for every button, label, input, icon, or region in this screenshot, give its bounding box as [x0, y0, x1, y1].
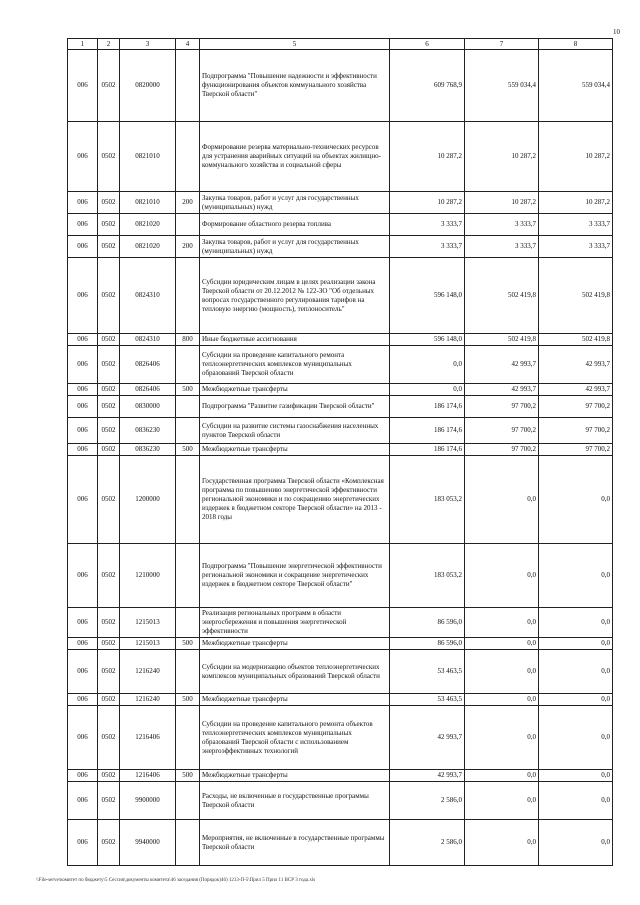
col-target: 1210000	[120, 544, 176, 608]
col-amount-1: 2 586,0	[390, 782, 465, 820]
table-row	[68, 456, 613, 544]
col-description: Межбюджетные трансферты	[200, 384, 390, 396]
col-amount-3: 502 419,8	[539, 334, 613, 346]
col-admin: 006	[68, 192, 98, 214]
col-amount-3: 0,0	[539, 544, 613, 608]
col-expense-type	[176, 706, 200, 770]
col-amount-2: 0,0	[465, 638, 539, 650]
table-row	[68, 706, 613, 770]
col-amount-2: 97 700,2	[465, 444, 539, 456]
col-amount-1: 2 586,0	[390, 820, 465, 866]
header-cell: 6	[390, 39, 465, 50]
col-amount-2: 0,0	[465, 544, 539, 608]
col-target: 9940000	[120, 820, 176, 866]
col-amount-1: 186 174,6	[390, 418, 465, 444]
col-amount-2: 42 993,7	[465, 384, 539, 396]
header-row	[68, 39, 613, 50]
table-row	[68, 384, 613, 396]
col-section: 0502	[98, 650, 120, 694]
col-amount-1: 183 053,2	[390, 456, 465, 544]
col-amount-2: 10 287,2	[465, 122, 539, 192]
header-cell: 2	[98, 39, 120, 50]
col-amount-3: 10 287,2	[539, 192, 613, 214]
col-expense-type: 500	[176, 694, 200, 706]
table-row	[68, 192, 613, 214]
col-amount-3: 0,0	[539, 782, 613, 820]
col-expense-type: 800	[176, 334, 200, 346]
table-row	[68, 782, 613, 820]
col-admin: 006	[68, 782, 98, 820]
col-section: 0502	[98, 694, 120, 706]
col-amount-1: 42 993,7	[390, 706, 465, 770]
col-amount-3: 0,0	[539, 770, 613, 782]
col-description: Закупка товаров, работ и услуг для государственных (муниципальных) нужд	[200, 192, 390, 214]
col-admin: 006	[68, 122, 98, 192]
col-amount-2: 3 333,7	[465, 214, 539, 236]
col-target: 0836230	[120, 444, 176, 456]
col-amount-3: 42 993,7	[539, 384, 613, 396]
col-amount-1: 183 053,2	[390, 544, 465, 608]
col-amount-1: 10 287,2	[390, 192, 465, 214]
col-description: Межбюджетные трансферты	[200, 444, 390, 456]
col-amount-1: 0,0	[390, 384, 465, 396]
col-admin: 006	[68, 384, 98, 396]
col-amount-3: 97 700,2	[539, 444, 613, 456]
col-amount-1: 596 148,0	[390, 334, 465, 346]
table-row	[68, 444, 613, 456]
col-section: 0502	[98, 608, 120, 638]
header-cell: 1	[68, 39, 98, 50]
col-target: 0826406	[120, 384, 176, 396]
col-target: 1200000	[120, 456, 176, 544]
col-expense-type	[176, 396, 200, 418]
col-amount-1: 3 333,7	[390, 214, 465, 236]
header-cell: 4	[176, 39, 200, 50]
col-target: 1216240	[120, 650, 176, 694]
col-amount-3: 97 700,2	[539, 418, 613, 444]
header-cell: 7	[465, 39, 539, 50]
col-admin: 006	[68, 346, 98, 384]
col-description: Формирование резерва материально-технических ресурсов для устранения аварийных ситуаций на объектах жилищно-коммунального хозяйства и социальной сферы	[200, 122, 390, 192]
col-target: 0830000	[120, 396, 176, 418]
col-description: Реализация региональных программ в области энергосбережения и повышения энергетической эффективности	[200, 608, 390, 638]
col-target: 1215013	[120, 608, 176, 638]
col-expense-type	[176, 418, 200, 444]
col-section: 0502	[98, 820, 120, 866]
col-expense-type	[176, 258, 200, 334]
table-row	[68, 396, 613, 418]
header-cell: 3	[120, 39, 176, 50]
table-row	[68, 820, 613, 866]
col-admin: 006	[68, 638, 98, 650]
col-amount-2: 3 333,7	[465, 236, 539, 258]
col-section: 0502	[98, 192, 120, 214]
col-section: 0502	[98, 214, 120, 236]
col-admin: 006	[68, 396, 98, 418]
col-amount-2: 0,0	[465, 608, 539, 638]
table-row	[68, 650, 613, 694]
col-admin: 006	[68, 334, 98, 346]
col-target: 0821010	[120, 192, 176, 214]
col-admin: 006	[68, 650, 98, 694]
col-admin: 006	[68, 50, 98, 122]
col-amount-1: 0,0	[390, 346, 465, 384]
col-admin: 006	[68, 706, 98, 770]
col-section: 0502	[98, 236, 120, 258]
col-description: Подпрограмма "Повышение надежности и эффективности функционирования объектов коммунального хозяйства Тверской области"	[200, 50, 390, 122]
col-amount-1: 186 174,6	[390, 396, 465, 418]
col-description: Межбюджетные трансферты	[200, 694, 390, 706]
col-admin: 006	[68, 418, 98, 444]
col-expense-type	[176, 456, 200, 544]
col-target: 0821010	[120, 122, 176, 192]
col-amount-3: 97 700,2	[539, 396, 613, 418]
table-row	[68, 770, 613, 782]
col-admin: 006	[68, 236, 98, 258]
header-cell: 5	[200, 39, 390, 50]
col-amount-2: 559 034,4	[465, 50, 539, 122]
col-description: Субсидии на модернизацию объектов теплоэнергетических комплексов муниципальных образований Тверской области	[200, 650, 390, 694]
budget-table	[67, 38, 613, 866]
col-section: 0502	[98, 782, 120, 820]
col-amount-3: 559 034,4	[539, 50, 613, 122]
col-amount-1: 609 768,9	[390, 50, 465, 122]
col-section: 0502	[98, 258, 120, 334]
col-amount-3: 3 333,7	[539, 214, 613, 236]
col-description: Расходы, не включенные в государственные программы Тверской области	[200, 782, 390, 820]
col-amount-1: 86 596,0	[390, 608, 465, 638]
col-amount-2: 0,0	[465, 782, 539, 820]
col-section: 0502	[98, 122, 120, 192]
col-description: Государственная программа Тверской области «Комплексная программа по повышению энергетической эффективности региональной экономики и по сокращению энергетических издержек в бюджетном секторе Тверской области» на 2013 - 2018 годы	[200, 456, 390, 544]
col-section: 0502	[98, 334, 120, 346]
col-expense-type	[176, 50, 200, 122]
col-amount-3: 0,0	[539, 608, 613, 638]
table-row	[68, 122, 613, 192]
col-section: 0502	[98, 346, 120, 384]
col-target: 0824310	[120, 334, 176, 346]
col-expense-type: 500	[176, 770, 200, 782]
col-section: 0502	[98, 456, 120, 544]
col-amount-1: 86 596,0	[390, 638, 465, 650]
col-amount-2: 10 287,2	[465, 192, 539, 214]
col-section: 0502	[98, 444, 120, 456]
col-amount-2: 0,0	[465, 694, 539, 706]
col-amount-3: 0,0	[539, 820, 613, 866]
col-admin: 006	[68, 770, 98, 782]
col-target: 0836230	[120, 418, 176, 444]
table-row	[68, 214, 613, 236]
col-section: 0502	[98, 770, 120, 782]
col-expense-type	[176, 122, 200, 192]
page-number: 10	[613, 28, 620, 36]
col-amount-2: 97 700,2	[465, 418, 539, 444]
col-target: 1216240	[120, 694, 176, 706]
col-expense-type: 500	[176, 444, 200, 456]
col-admin: 006	[68, 444, 98, 456]
table-row	[68, 608, 613, 638]
header-cell: 8	[539, 39, 613, 50]
col-description: Мероприятия, не включенные в государственные программы Тверской области	[200, 820, 390, 866]
col-expense-type: 200	[176, 236, 200, 258]
file-path-footer: \\File-serve\комитет по бюджету\5 Сессия\документы комитета\46 заседания (Порядок)46) 1213-П-5\Прил 5 Прил 11 ВСР 3 года.xls	[36, 878, 316, 883]
col-expense-type	[176, 608, 200, 638]
col-target: 9900000	[120, 782, 176, 820]
col-target: 0820000	[120, 50, 176, 122]
col-expense-type: 200	[176, 192, 200, 214]
col-amount-3: 0,0	[539, 638, 613, 650]
col-amount-3: 0,0	[539, 694, 613, 706]
col-description: Субсидии юридическим лицам в целях реализации закона Тверской области от 20.12.2012 № 122-ЗО "Об отдельных вопросах государственного регулирования тарифов на тепловую энергию (мощность), теплоноситель"	[200, 258, 390, 334]
table-row	[68, 50, 613, 122]
col-description: Субсидии на развитие системы газоснабжения населенных пунктов Тверской области	[200, 418, 390, 444]
col-admin: 006	[68, 544, 98, 608]
col-description: Субсидии на проведение капитального ремонта теплоэнергетических комплексов муниципальных образований Тверской области	[200, 346, 390, 384]
col-expense-type	[176, 214, 200, 236]
col-description: Межбюджетные трансферты	[200, 638, 390, 650]
col-amount-2: 0,0	[465, 650, 539, 694]
col-amount-3: 0,0	[539, 650, 613, 694]
col-expense-type	[176, 782, 200, 820]
col-description: Закупка товаров, работ и услуг для государственных (муниципальных) нужд	[200, 236, 390, 258]
table-row	[68, 236, 613, 258]
col-description: Межбюджетные трансферты	[200, 770, 390, 782]
col-section: 0502	[98, 638, 120, 650]
col-admin: 006	[68, 694, 98, 706]
col-section: 0502	[98, 384, 120, 396]
col-section: 0502	[98, 544, 120, 608]
col-target: 1216406	[120, 706, 176, 770]
col-description: Подпрограмма "Развитие газификации Тверской области"	[200, 396, 390, 418]
col-admin: 006	[68, 608, 98, 638]
col-expense-type	[176, 820, 200, 866]
col-amount-2: 502 419,8	[465, 258, 539, 334]
col-admin: 006	[68, 258, 98, 334]
col-expense-type	[176, 650, 200, 694]
col-amount-3: 0,0	[539, 456, 613, 544]
col-target: 0824310	[120, 258, 176, 334]
col-amount-3: 42 993,7	[539, 346, 613, 384]
col-amount-1: 42 993,7	[390, 770, 465, 782]
table-row	[68, 694, 613, 706]
col-amount-1: 186 174,6	[390, 444, 465, 456]
col-expense-type: 500	[176, 384, 200, 396]
col-admin: 006	[68, 214, 98, 236]
col-target: 0821020	[120, 236, 176, 258]
col-amount-2: 502 419,8	[465, 334, 539, 346]
col-description: Подпрограмма "Повышение энергетической эффективности региональной экономики и сокращение энергетических издержек в бюджетном секторе Тверской области"	[200, 544, 390, 608]
col-expense-type	[176, 544, 200, 608]
col-amount-2: 0,0	[465, 820, 539, 866]
col-section: 0502	[98, 706, 120, 770]
col-amount-2: 42 993,7	[465, 346, 539, 384]
col-description: Формирование областного резерва топлива	[200, 214, 390, 236]
col-amount-1: 53 463,5	[390, 694, 465, 706]
col-description: Субсидии на проведение капитального ремонта объектов теплоэнергетических комплексов муниципальных образований Тверской области с использованием энергоэффективных технологий	[200, 706, 390, 770]
col-target: 1216406	[120, 770, 176, 782]
col-target: 0826406	[120, 346, 176, 384]
table-row	[68, 638, 613, 650]
col-expense-type: 500	[176, 638, 200, 650]
col-target: 1215013	[120, 638, 176, 650]
col-amount-2: 0,0	[465, 770, 539, 782]
col-section: 0502	[98, 50, 120, 122]
col-amount-3: 3 333,7	[539, 236, 613, 258]
col-amount-3: 10 287,2	[539, 122, 613, 192]
col-section: 0502	[98, 418, 120, 444]
col-description: Иные бюджетные ассигнования	[200, 334, 390, 346]
table-row	[68, 346, 613, 384]
col-amount-2: 0,0	[465, 456, 539, 544]
col-amount-2: 97 700,2	[465, 396, 539, 418]
col-amount-1: 53 463,5	[390, 650, 465, 694]
col-amount-2: 0,0	[465, 706, 539, 770]
col-amount-3: 502 419,8	[539, 258, 613, 334]
table-row	[68, 258, 613, 334]
col-section: 0502	[98, 396, 120, 418]
col-amount-3: 0,0	[539, 706, 613, 770]
col-amount-1: 3 333,7	[390, 236, 465, 258]
table-row	[68, 418, 613, 444]
col-expense-type	[176, 346, 200, 384]
table-row	[68, 544, 613, 608]
col-admin: 006	[68, 820, 98, 866]
col-amount-1: 10 287,2	[390, 122, 465, 192]
table-row	[68, 334, 613, 346]
col-target: 0821020	[120, 214, 176, 236]
col-amount-1: 596 148,0	[390, 258, 465, 334]
col-admin: 006	[68, 456, 98, 544]
